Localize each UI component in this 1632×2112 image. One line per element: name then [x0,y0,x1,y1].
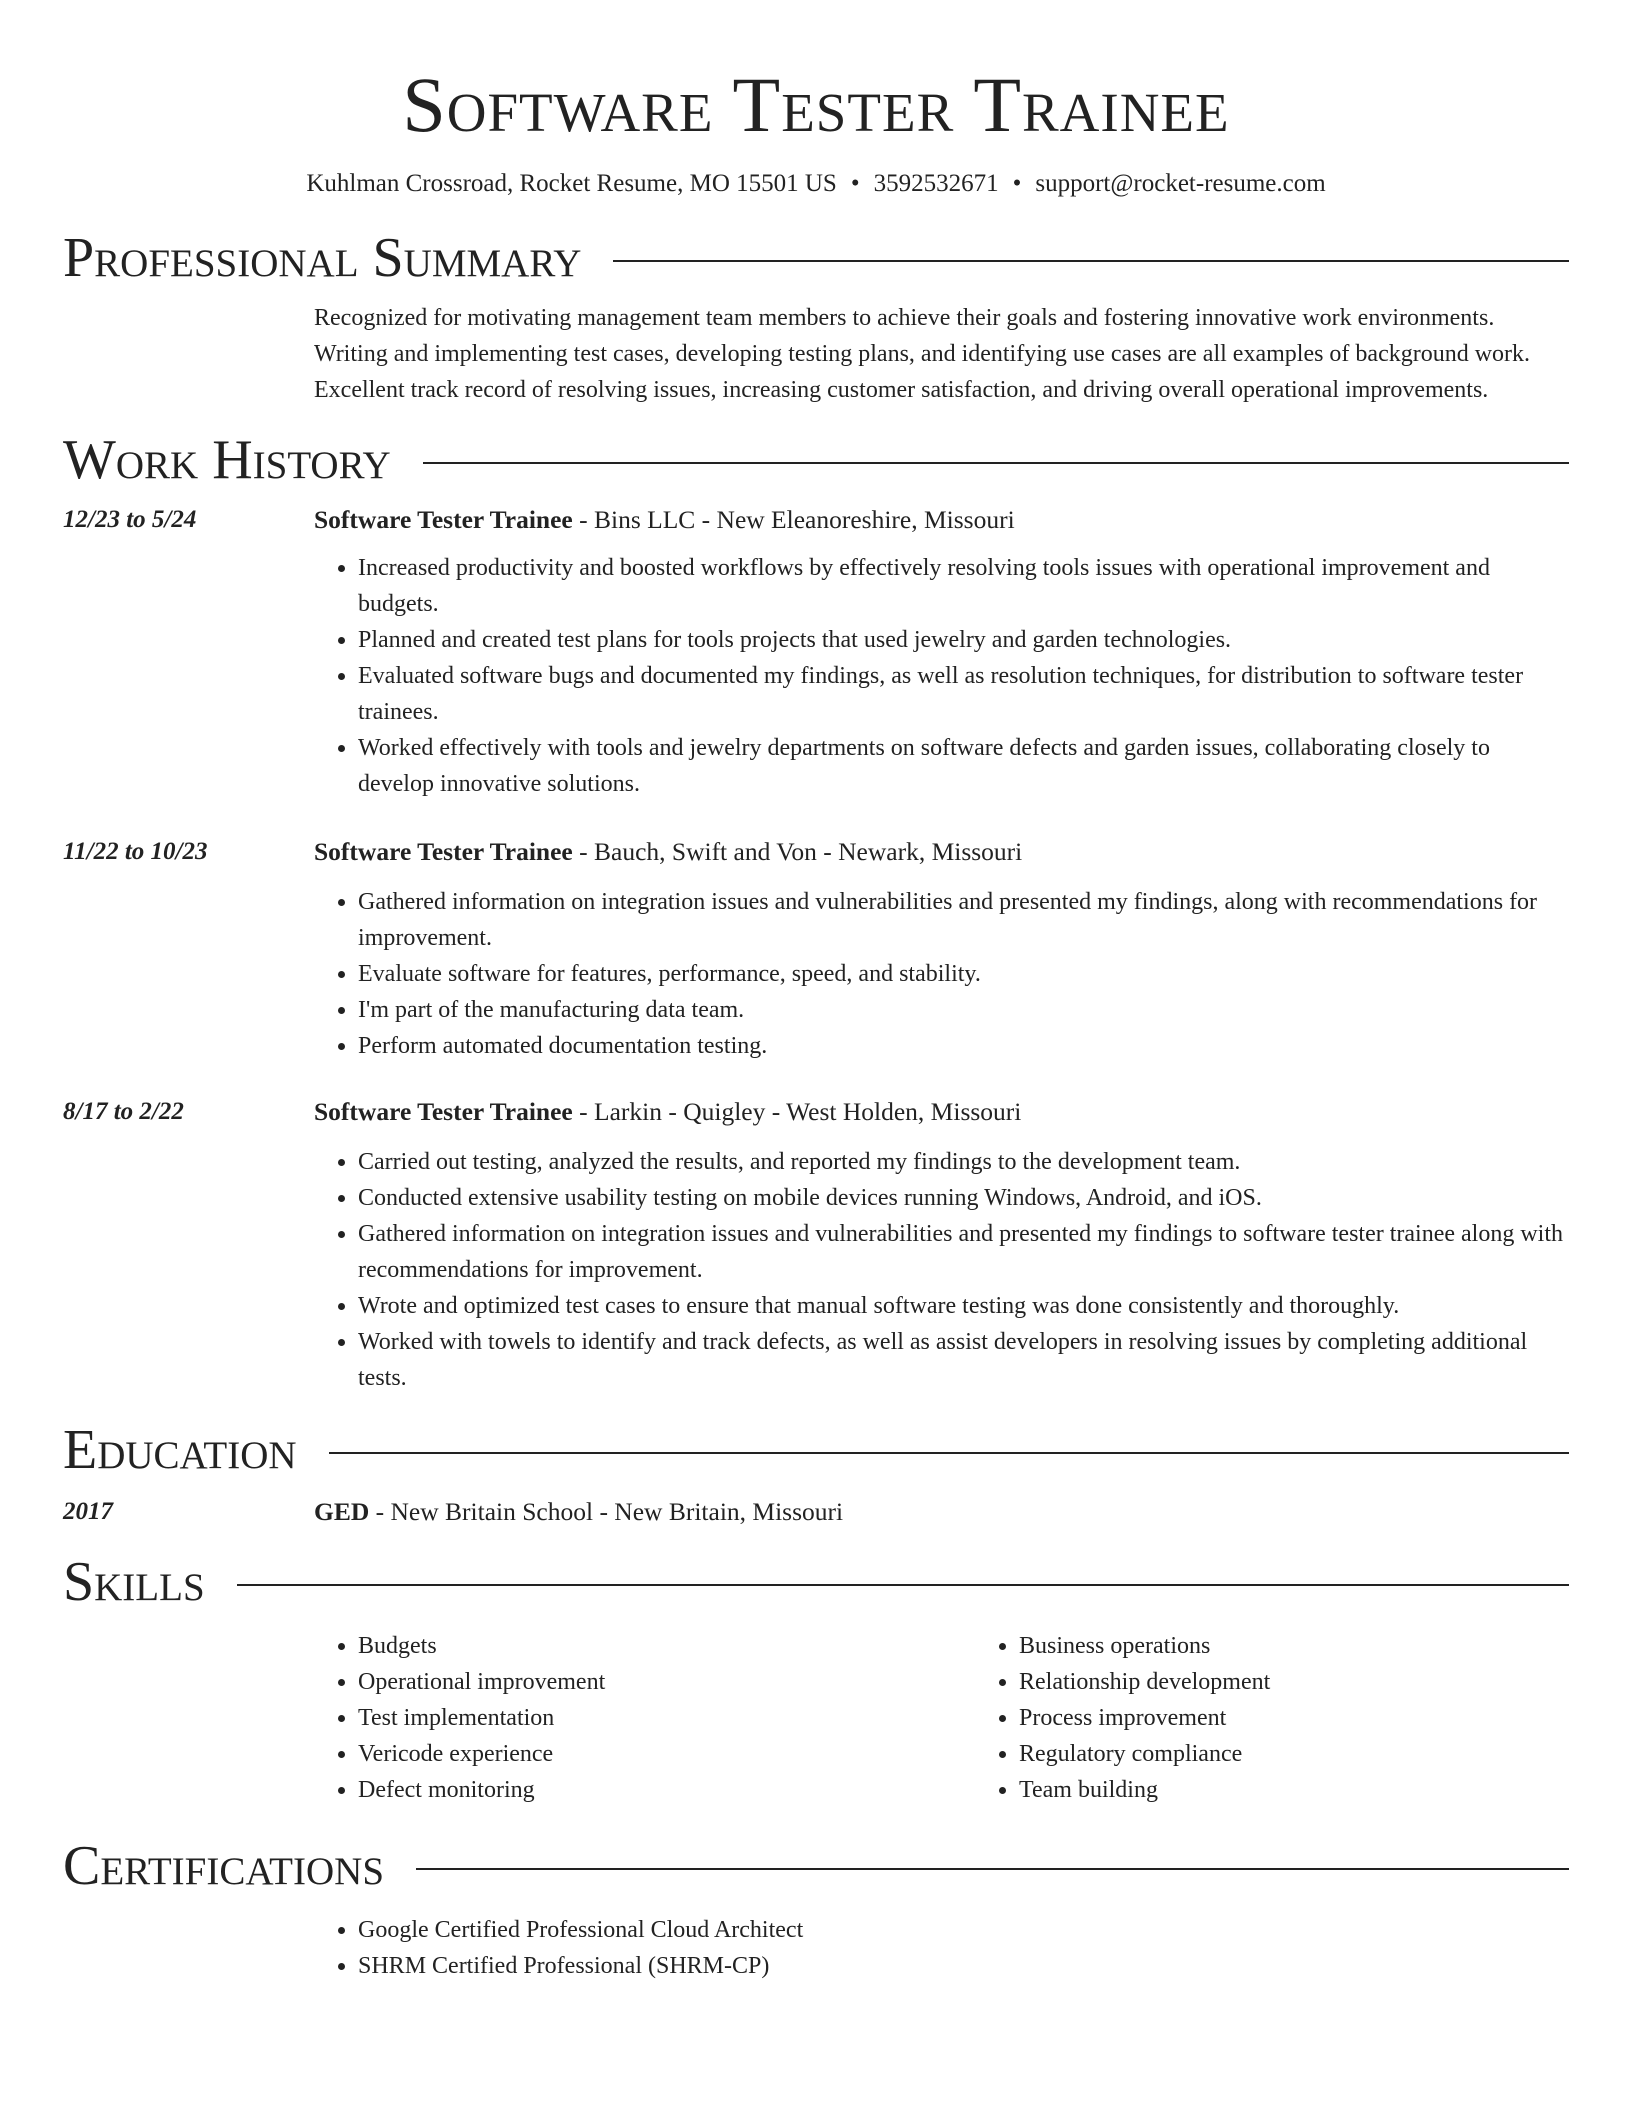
education-details: - New Britain School - New Britain, Missouri [369,1497,844,1526]
skills-list-left [314,1628,975,1808]
list-item: • Conducted extensive usability testing on mobile devices running Windows, Android, and iOS. [358,1180,1569,1216]
job-dates: 12/23 to 5/24 [63,506,197,533]
job-details: - Bauch, Swift and Von - Newark, Missouri [572,837,1023,866]
skills-heading: Skills [63,1551,205,1613]
job-bullets [314,884,1569,1064]
skill-item: • Relationship development [1019,1664,1632,1700]
skill-item: • Vericode experience [358,1736,975,1772]
certifications-heading: Certifications [63,1835,385,1897]
education-year: 2017 [63,1498,113,1525]
summary-section-header [63,226,1569,290]
certifications-spacer [63,1912,314,1984]
job-content [314,1096,1569,1396]
contact-email: support@rocket-resume.com [1035,170,1326,197]
education-heading: Education [63,1419,297,1481]
skill-item: • Operational improvement [358,1664,975,1700]
list-item: • Increased productivity and boosted workflows by effectively resolving tools issues with operational improvement and budgets. [358,550,1569,622]
job-entry [63,836,1569,1064]
education-entry [63,1496,1569,1528]
section-divider [329,1452,1569,1454]
list-item: • Perform automated documentation testing. [358,1028,1569,1064]
certifications-section-header [63,1834,1569,1898]
skill-item: • Regulatory compliance [1019,1736,1632,1772]
summary-heading: Professional Summary [63,227,582,289]
skills-list-right [975,1628,1632,1808]
section-divider [613,260,1569,262]
work-section-header [63,428,1569,492]
certification-item: • Google Certified Professional Cloud Architect [358,1912,1569,1948]
summary-spacer [63,300,314,408]
certification-item: • SHRM Certified Professional (SHRM-CP) [358,1948,1569,1984]
job-details: - Larkin - Quigley - West Holden, Missouri [572,1097,1022,1126]
contact-separator: • [850,170,860,197]
skills-section-header [63,1550,1569,1614]
job-details: - Bins LLC - New Eleanoreshire, Missouri [572,505,1015,534]
education-degree: GED [314,1497,370,1526]
list-item: • Wrote and optimized test cases to ensure that manual software testing was done consistently and thoroughly. [358,1288,1569,1324]
skill-item: • Defect monitoring [358,1772,975,1808]
job-bullets [314,550,1569,802]
certifications-list [314,1912,1569,1984]
contact-address: Kuhlman Crossroad, Rocket Resume, MO 15501 US [306,170,837,197]
job-content [314,836,1569,1064]
skills-spacer [63,1628,314,1808]
skill-item: • Business operations [1019,1628,1632,1664]
section-divider [416,1868,1569,1870]
skill-item: • Process improvement [1019,1700,1632,1736]
job-title: Software Tester Trainee [314,1097,573,1126]
contact-separator: • [1012,170,1022,197]
skill-item: • Team building [1019,1772,1632,1808]
education-line [314,1496,1569,1528]
section-divider [423,462,1569,464]
list-item: • Planned and created test plans for tools projects that used jewelry and garden technologies. [358,622,1569,658]
certifications-content [314,1912,1569,1984]
summary-text: Recognized for motivating management team members to achieve their goals and fostering innovative work environments. Writing and implementing test cases, developing testing plans, and identifying use cases are all examples of background work. Excellent track record of resolving issues, increasing customer satisfaction, and driving overall operational improvements. [314,305,1531,403]
job-title: Software Tester Trainee [314,837,573,866]
list-item: • Gathered information on integration issues and vulnerabilities and presented my findings, along with recommendations for improvement. [358,884,1569,956]
summary-row [63,300,1569,408]
education-content [314,1496,1569,1528]
work-heading: Work History [63,429,391,491]
job-dates: 8/17 to 2/22 [63,1098,184,1125]
list-item: • Evaluate software for features, performance, speed, and stability. [358,956,1569,992]
contact-phone: 3592532671 [873,170,999,197]
skills-row [63,1628,1569,1808]
education-section-header [63,1418,1569,1482]
resume-title: Software Tester Trainee [402,61,1230,148]
job-header [314,504,1569,536]
contact-line [63,168,1569,200]
job-content [314,504,1569,802]
skill-item: • Test implementation [358,1700,975,1736]
list-item: • Worked with towels to identify and track defects, as well as assist developers in resolving issues by completing additional tests. [358,1324,1569,1396]
list-item: • Carried out testing, analyzed the results, and reported my findings to the development team. [358,1144,1569,1180]
job-entry [63,504,1569,802]
job-dates: 11/22 to 10/23 [63,838,208,865]
skill-item: • Budgets [358,1628,975,1664]
certifications-row [63,1912,1569,1984]
list-item: • Gathered information on integration issues and vulnerabilities and presented my findings to software tester trainee along with recommendations for improvement. [358,1216,1569,1288]
section-divider [237,1584,1569,1586]
job-header [314,1096,1569,1128]
job-bullets [314,1144,1569,1396]
list-item: • I'm part of the manufacturing data team. [358,992,1569,1028]
list-item: • Evaluated software bugs and documented my findings, as well as resolution techniques, for distribution to software tester trainees. [358,658,1569,730]
job-header [314,836,1569,868]
list-item: • Worked effectively with tools and jewelry departments on software defects and garden issues, collaborating closely to develop innovative solutions. [358,730,1569,802]
job-entry [63,1096,1569,1396]
skills-columns [314,1628,1632,1808]
job-title: Software Tester Trainee [314,505,573,534]
